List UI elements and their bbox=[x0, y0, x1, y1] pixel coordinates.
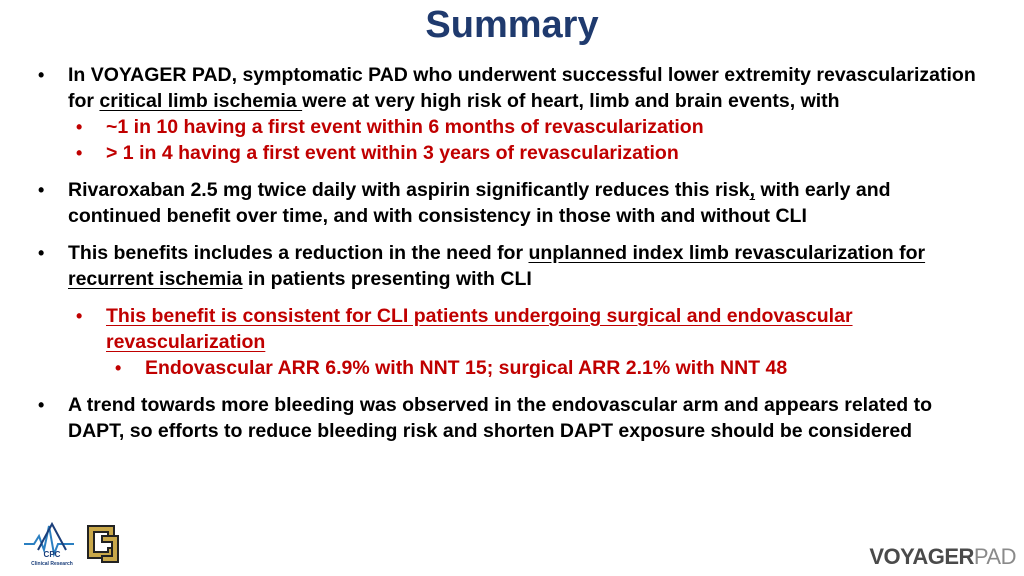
bullet-1-sub-1-text: ~1 in 10 having a first event within 6 months of revascularization bbox=[106, 116, 704, 138]
bullet-1-underlined: critical limb ischemia bbox=[99, 90, 303, 112]
cpc-logo-subtext: Clinical Research bbox=[31, 561, 73, 566]
voyager-pad-logo bbox=[869, 544, 1016, 570]
bullet-marker: • bbox=[76, 143, 83, 163]
bullet-1-sub-1 bbox=[0, 114, 1024, 140]
bullet-marker: • bbox=[38, 65, 45, 85]
bullet-3-text-b: in patients presenting with CLI bbox=[242, 268, 532, 290]
bullet-2-text-b: with early and continued benefit over time, and with consistency in those with and without CLI bbox=[68, 179, 891, 227]
bullet-marker: • bbox=[38, 243, 45, 263]
bullet-2-text-a: Rivaroxaban 2.5 mg twice daily with aspirin significantly reduces this risk bbox=[68, 179, 750, 201]
page-title: Summary bbox=[425, 4, 599, 46]
bullet-1 bbox=[0, 62, 1024, 114]
bullet-3 bbox=[0, 240, 1024, 292]
cpc-logo-text: CPC bbox=[43, 550, 61, 559]
footer-logos bbox=[22, 520, 132, 571]
bullet-4-text: A trend towards more bleeding was observed in the endovascular arm and appears related to DAPT, so efforts to reduce bleeding risk and shorten DAPT exposure should be considered bbox=[68, 394, 933, 442]
bullet-marker: • bbox=[38, 395, 45, 415]
cpc-logo bbox=[22, 520, 132, 566]
bullet-3-sub-1 bbox=[0, 303, 1024, 355]
bullet-1-text-b: were at very high risk of heart, limb and brain events, with bbox=[302, 90, 840, 112]
bullet-2 bbox=[0, 177, 1024, 229]
cu-logo bbox=[88, 526, 118, 562]
bullet-marker: • bbox=[38, 180, 45, 200]
bullet-2-comma: , bbox=[749, 179, 756, 201]
bullet-marker: • bbox=[76, 117, 83, 137]
bullet-3-text-a: This benefits includes a reduction in the need for bbox=[68, 242, 529, 264]
summary-content bbox=[0, 62, 1024, 444]
bullet-4 bbox=[0, 392, 1024, 444]
bullet-marker: • bbox=[115, 358, 122, 378]
bullet-3-sub-1-text: This benefit is consistent for CLI patients undergoing surgical and endovascular revascularization bbox=[106, 305, 853, 353]
bullet-marker: • bbox=[76, 306, 83, 326]
bullet-1-sub-2-text: > 1 in 4 having a first event within 3 years of revascularization bbox=[106, 142, 679, 164]
brand-pad: PAD bbox=[973, 544, 1016, 569]
bullet-1-text-a: In VOYAGER PAD, symptomatic PAD who underwent successful lower extremity revascularization for bbox=[68, 64, 976, 112]
bullet-3-underlined: unplanned index limb revascularization for recurrent ischemia bbox=[68, 242, 926, 290]
bullet-3-subsub-1 bbox=[0, 355, 1024, 381]
brand-voyager: VOYAGER bbox=[869, 544, 974, 569]
bullet-3-subsub-1-text: Endovascular ARR 6.9% with NNT 15; surgical ARR 2.1% with NNT 48 bbox=[145, 357, 788, 379]
bullet-1-sub-2 bbox=[0, 140, 1024, 166]
